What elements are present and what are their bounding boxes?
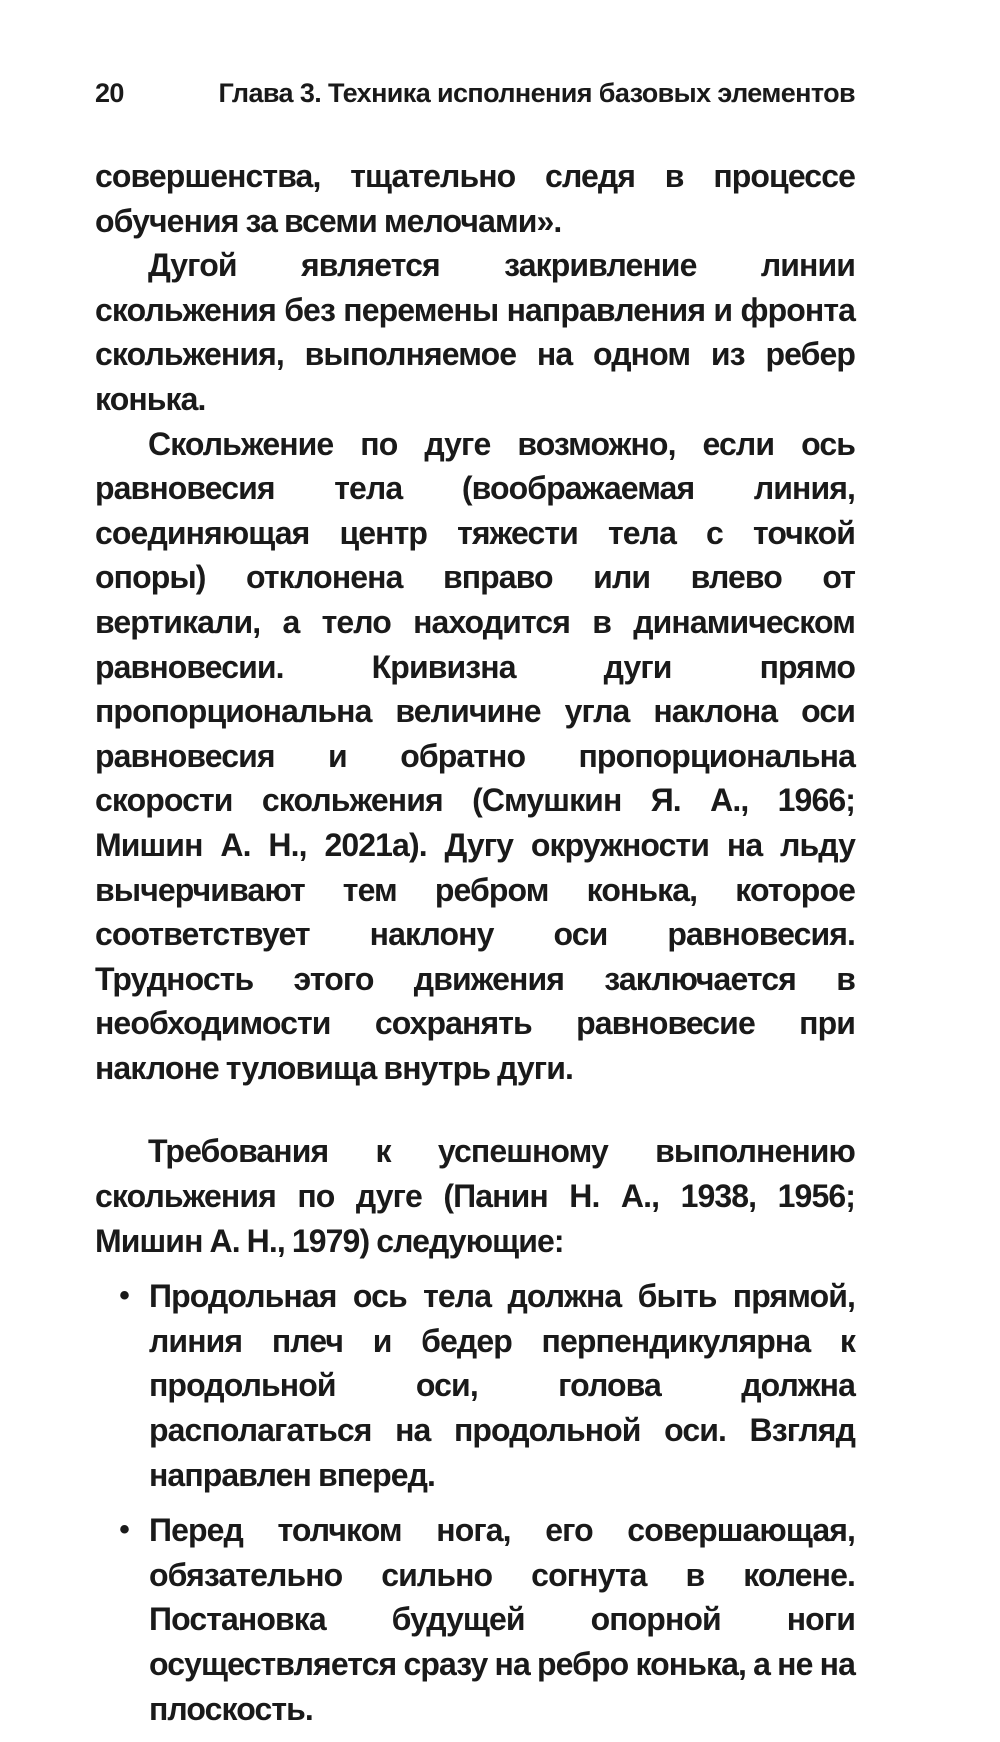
paragraph-arc-gliding: Скольжение по дуге возможно, если ось равновесия тела (воображаемая линия, соединяющая центр тяжести тела с точкой опоры) отклонена вправо или влево от вертикали, а тело находится в динамическом равновесии. Кривизна дуги прямо пропорциональна величине угла наклона оси равновесия и обратно пропорциональна скорости скольжения (Смушкин Я. А., 1966; Мишин А. Н., 2021а). Дугу окружности на льду вычерчивают тем ребром конька, которое соответствует наклону оси равновесия. Трудность этого движения заключается в необходимости сохранять равновесие при наклоне туловища внутрь дуги. [95,425,855,1086]
list-item [95,1274,855,1497]
bullet-icon: • [119,1279,129,1313]
page-number: 20 [95,78,124,108]
chapter-title: Глава 3. Техника исполнения базовых элементов [218,78,855,108]
paragraph-requirements-intro: Требования к успешному выполнению скольжения по дуге (Панин Н. А., 1938, 1956; Мишин А. Н., 1979) следующие: [95,1133,855,1259]
bullet-icon: • [119,1513,129,1547]
running-head [95,78,855,118]
list-item-text: Перед толчком нога, его совершающая, обязательно сильно согнута в колене. Постановка будущей опорной ноги осуществляется сразу на ребро конька, а не на плоскость. [149,1512,855,1727]
body-text [95,154,855,1742]
paragraph-arc-definition: Дугой является закривление линии скольжения без перемены направления и фронта скольжения, выполняемое на одном из ребер конька. [95,247,855,417]
list-item-text: Продольная ось тела должна быть прямой, линия плеч и бедер перпендикулярна к продольной оси, голова должна располагаться на продольной оси. Взгляд направлен вперед. [149,1278,855,1493]
paragraph-continuation: совершенства, тщательно следя в процессе обучения за всеми мелочами». [95,158,855,239]
list-item [95,1508,855,1731]
requirements-list [95,1274,855,1731]
